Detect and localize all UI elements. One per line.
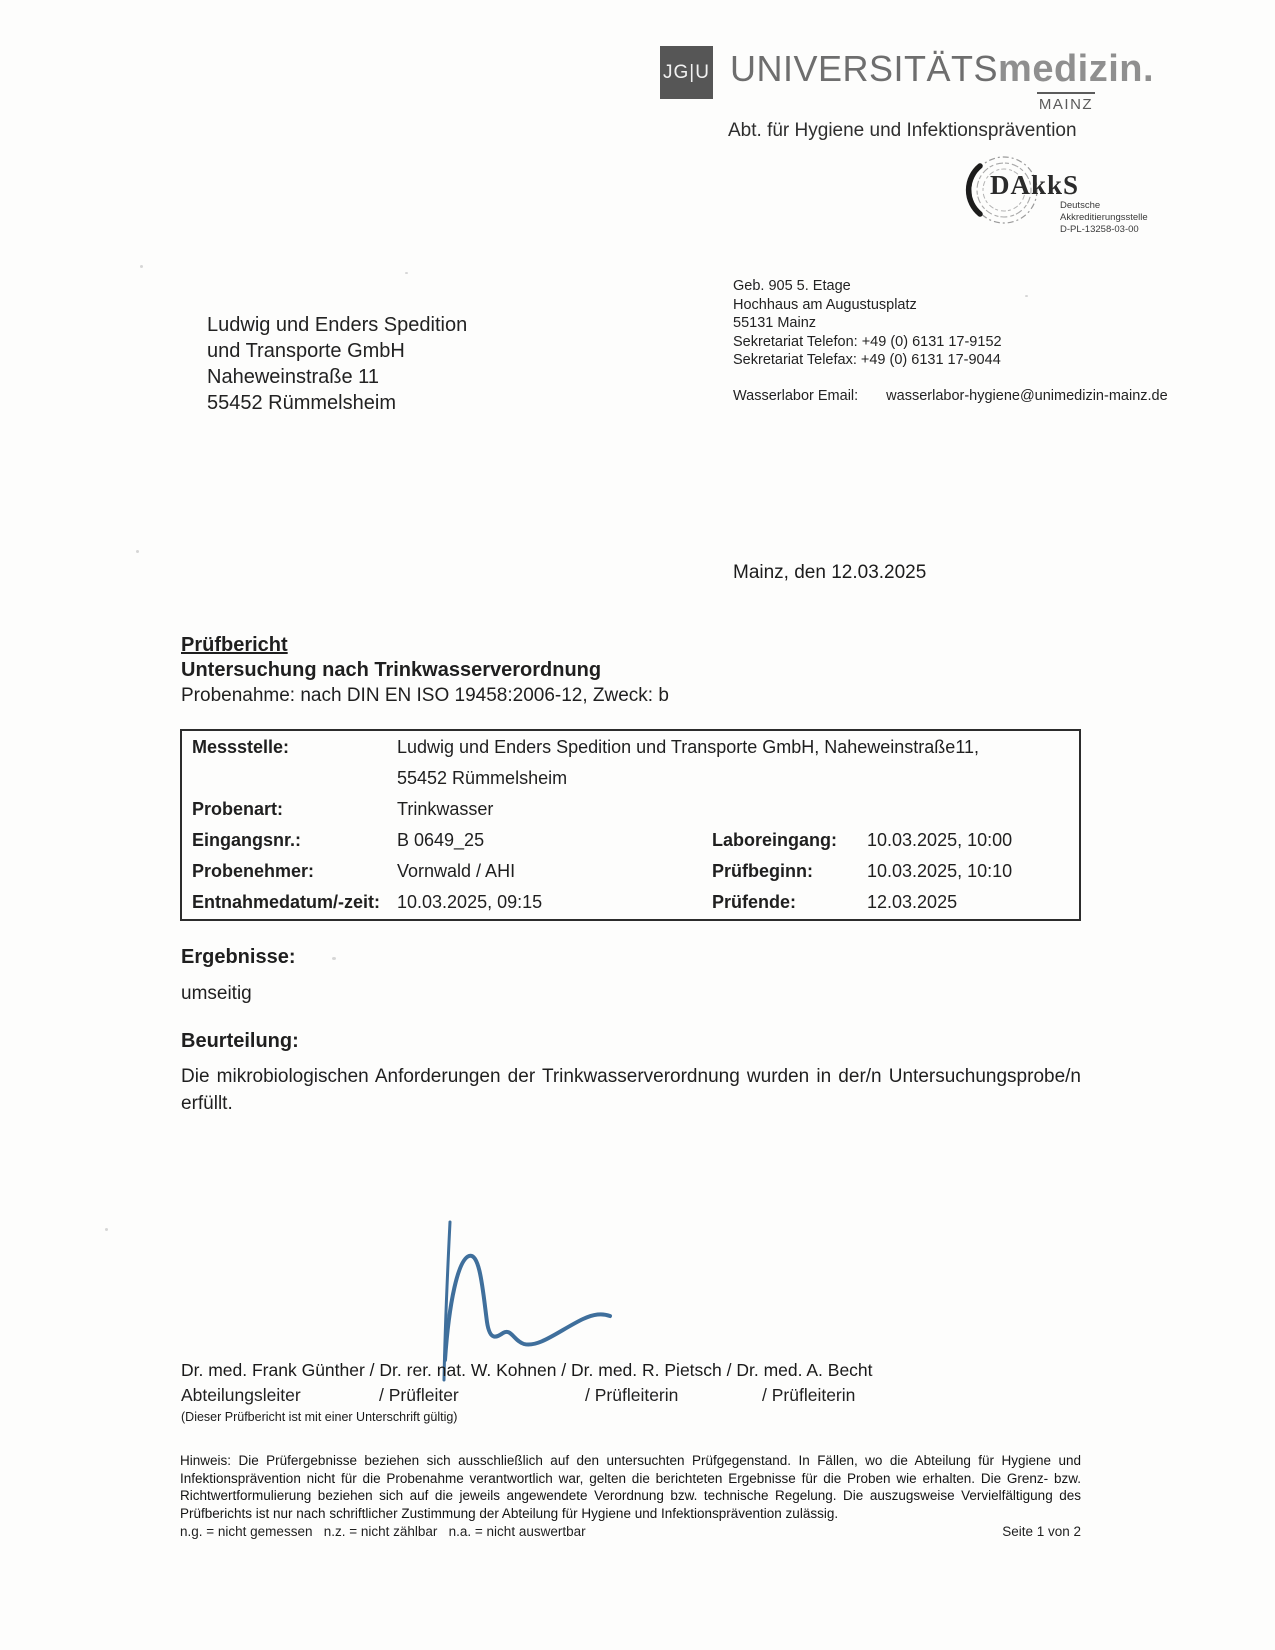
dakks-line1: Deutsche [1060,200,1101,211]
pruefbeginn-value: 10.03.2025, 10:10 [867,861,1013,881]
lab-email-label: Wasserlabor Email: [733,388,859,404]
scan-speckle [140,265,143,268]
signer-names: Dr. med. Frank Günther / Dr. rer. nat. W. Kohnen / Dr. med. R. Pietsch / Dr. med. A. Becht [181,1360,873,1380]
messstelle-value-line2: 55452 Rümmelsheim [397,768,568,788]
brand-wordmark [730,48,1155,91]
assessment-heading: Beurteilung: [181,1030,299,1052]
recipient-line-2: und Transporte GmbH [207,340,405,362]
brand-universitats: UNIVERSITÄTS [730,48,999,89]
sender-line-1: Geb. 905 5. Etage [733,278,851,294]
dakks-accreditation-mark [952,152,1182,242]
footer-abbreviations: n.g. = nicht gemessen n.z. = nicht zählbar n.a. = nicht auswertbar [180,1524,586,1539]
lab-email-value: wasserlabor-hygiene@unimedizin-mainz.de [886,388,1168,404]
assessment-text: Die mikrobiologischen Anforderungen der Trinkwasserverordnung wurden in der/n Untersuchungsprobe/n erfüllt. [181,1066,1081,1114]
probenehmer-label: Probenehmer: [192,861,315,881]
role-pruefleiterin-1: / Prüfleiterin [585,1385,679,1405]
recipient-address [207,312,467,416]
recipient-line-1: Ludwig und Enders Spedition [207,314,468,336]
results-heading: Ergebnisse: [181,946,296,968]
footer-hinweis: Hinweis: Die Prüfergebnisse beziehen sich ausschließlich auf den untersuchten Prüfgegenstand. In Fällen, wo die Abteilung für Hygiene und Infektionsprävention nicht für die Probenahme verantwortlich war, gelten die berichteten Ergebnisse für die Proben wie erhalten. Die Grenz- bzw. Richtwertformulierung beziehen sich auf die jeweils angewendete Verordnung bzw. technische Regelung. Die auszugsweise Vervielfältigung des Prüfberichts ist nur nach schriftlicher Zustimmung der Abteilung für Hygiene und Infektionsprävention zulässig. [180,1453,1081,1521]
jgu-logo-text: JG|U [663,61,710,83]
brand-city: MAINZ [1037,92,1095,113]
recipient-line-3: Naheweinstraße 11 [207,366,379,388]
probenart-value: Trinkwasser [397,799,494,819]
messstelle-label: Messstelle: [192,737,290,757]
eingangsnr-value: B 0649_25 [397,830,485,850]
table-row-messstelle [192,737,1069,768]
brand-medizin: medizin. [998,48,1155,90]
probenehmer-value: Vornwald / AHI [397,861,516,881]
dakks-name: DAkkS [990,170,1080,200]
scan-speckle [136,550,139,553]
sample-info-table [180,729,1081,921]
signature-stroke-icon [420,1222,630,1382]
dakks-detail [1060,200,1148,236]
jgu-logo [660,46,713,99]
report-sampling-line: Probenahme: nach DIN EN ISO 19458:2006-12, Zweck: b [181,685,669,706]
lab-email-row [733,388,1168,404]
table-row-eingangsnr [192,830,1069,861]
entnahme-value: 10.03.2025, 09:15 [397,892,543,912]
sender-phone: Sekretariat Telefon: +49 (0) 6131 17-9152 [733,333,1002,350]
report-title: Prüfbericht [181,634,288,656]
handwritten-signature [420,1222,630,1382]
role-abteilungsleiter: Abteilungsleiter [181,1385,301,1405]
role-pruefleiterin-2: / Prüfleiterin [762,1385,856,1405]
department-line: Abt. für Hygiene und Infektionsprävention [728,120,1077,141]
pruefende-value: 12.03.2025 [867,892,958,912]
table-row-messstelle-2 [192,768,1069,799]
scan-speckle [332,957,336,960]
scan-speckle [1025,295,1028,297]
sender-line-3: 55131 Mainz [733,315,817,331]
probenart-label: Probenart: [192,799,284,819]
sender-contact-block [733,277,1002,370]
footer-bottom-row [180,1524,1081,1539]
laboreingang-value: 10.03.2025, 10:00 [867,830,1013,850]
role-pruefleiter: / Prüfleiter [379,1385,459,1405]
table-row-entnahme [192,892,1069,923]
table-row-probenart [192,799,1069,830]
sender-line-2: Hochhaus am Augustusplatz [733,296,917,313]
report-subtitle: Untersuchung nach Trinkwasserverordnung [181,659,602,681]
sender-fax: Sekretariat Telefax: +49 (0) 6131 17-9044 [733,352,1001,368]
date-line: Mainz, den 12.03.2025 [733,562,927,583]
scan-speckle [405,272,408,274]
signature-validity-note: (Dieser Prüfbericht ist mit einer Unterschrift gültig) [181,1410,458,1424]
laboreingang-label: Laboreingang: [712,830,837,850]
dakks-id: D-PL-13258-03-00 [1060,224,1139,235]
pruefende-label: Prüfende: [712,892,797,912]
signer-roles [181,1385,1081,1409]
dakks-line2: Akkreditierungsstelle [1060,212,1148,223]
table-row-probenehmer [192,861,1069,892]
messstelle-value-line1: Ludwig und Enders Spedition und Transporte GmbH, Naheweinstraße11, [397,737,980,757]
pruefbeginn-label: Prüfbeginn: [712,861,813,881]
entnahme-label: Entnahmedatum/-zeit: [192,892,381,912]
recipient-line-4: 55452 Rümmelsheim [207,392,396,414]
results-value: umseitig [181,983,252,1004]
page-number: Seite 1 von 2 [1002,1524,1081,1539]
scan-speckle [105,1228,108,1231]
eingangsnr-label: Eingangsnr.: [192,830,302,850]
